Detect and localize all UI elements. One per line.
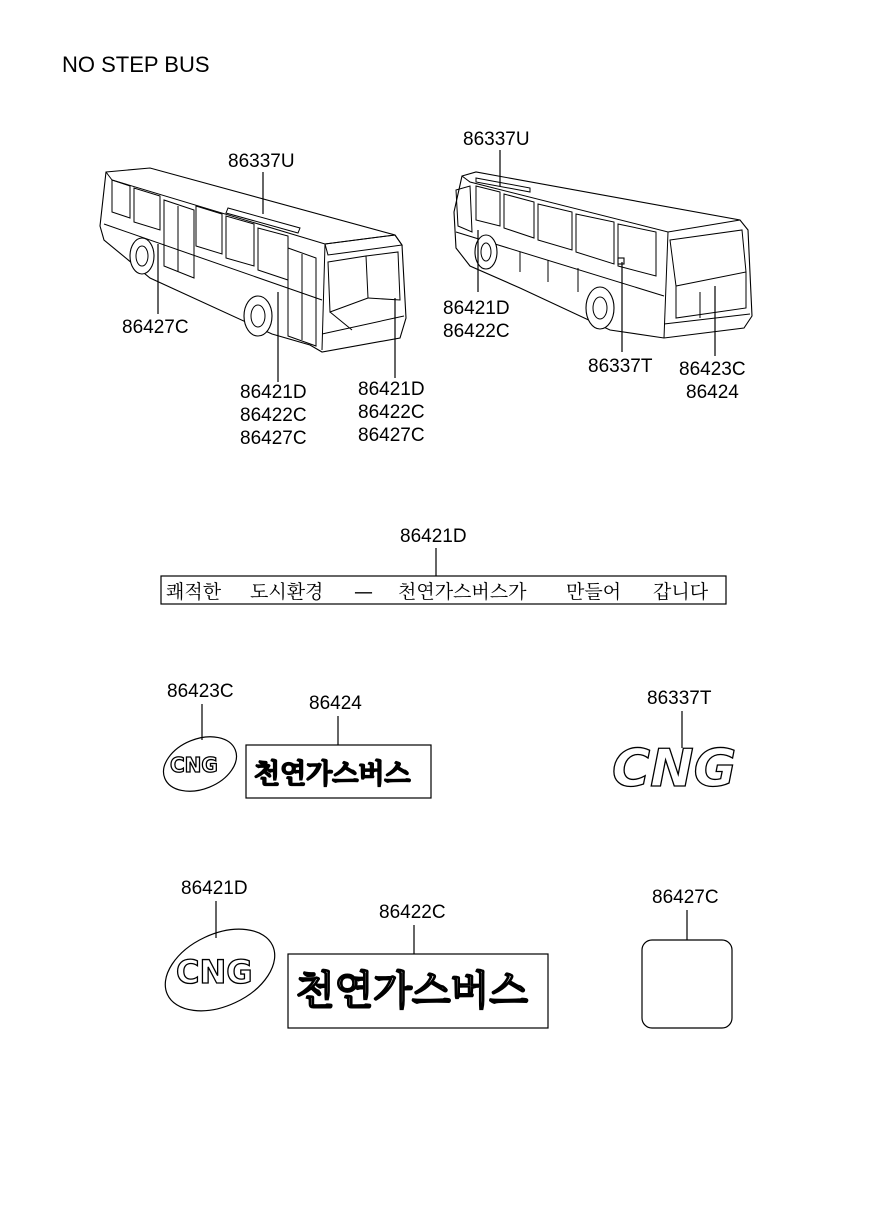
callout-left-rear-wheel: 86427C <box>122 317 189 338</box>
korean-large-text: 천연가스버스 <box>296 968 528 1014</box>
callout-right-side-2: 86422C <box>443 321 510 342</box>
korean-small-label: 86424 <box>309 693 362 714</box>
callout-left-side-2: 86422C <box>240 405 307 426</box>
cng-large-label: 86421D <box>181 878 248 899</box>
callout-right-side-1: 86421D <box>443 298 510 319</box>
callout-right-roof: 86337U <box>463 129 530 150</box>
korean-large-label: 86422C <box>379 902 446 923</box>
blank-plate-label: 86427C <box>652 887 719 908</box>
banner-label: 86421D <box>400 526 467 547</box>
banner-text-3: — <box>354 581 373 603</box>
callout-left-rear-1: 86421D <box>358 379 425 400</box>
cng-italic-label: 86337T <box>647 688 712 709</box>
banner-text-1: 쾌적한 <box>166 581 222 603</box>
callout-left-rear-2: 86422C <box>358 402 425 423</box>
callout-right-rear-1: 86423C <box>679 359 746 380</box>
banner-text-4: 천연가스버스가 <box>398 581 527 603</box>
callout-left-side-3: 86427C <box>240 428 307 449</box>
blank-plate-decal <box>642 940 732 1028</box>
cng-italic-text: CNG <box>612 739 737 799</box>
callout-left-rear-3: 86427C <box>358 425 425 446</box>
banner-text-6: 갑니다 <box>653 581 709 603</box>
callout-right-rear-2: 86424 <box>686 382 739 403</box>
page-title: NO STEP BUS <box>62 52 210 77</box>
korean-small-text: 천연가스버스 <box>254 759 411 790</box>
callout-left-side-1: 86421D <box>240 382 307 403</box>
callout-left-roof: 86337U <box>228 151 295 172</box>
cng-small-label: 86423C <box>167 681 234 702</box>
cng-small-text: CNG <box>170 753 218 777</box>
banner-text-5: 만들어 <box>566 581 622 603</box>
banner-text-2: 도시환경 <box>250 581 324 603</box>
cng-large-text: CNG <box>176 953 253 991</box>
callout-right-emblem: 86337T <box>588 356 653 377</box>
